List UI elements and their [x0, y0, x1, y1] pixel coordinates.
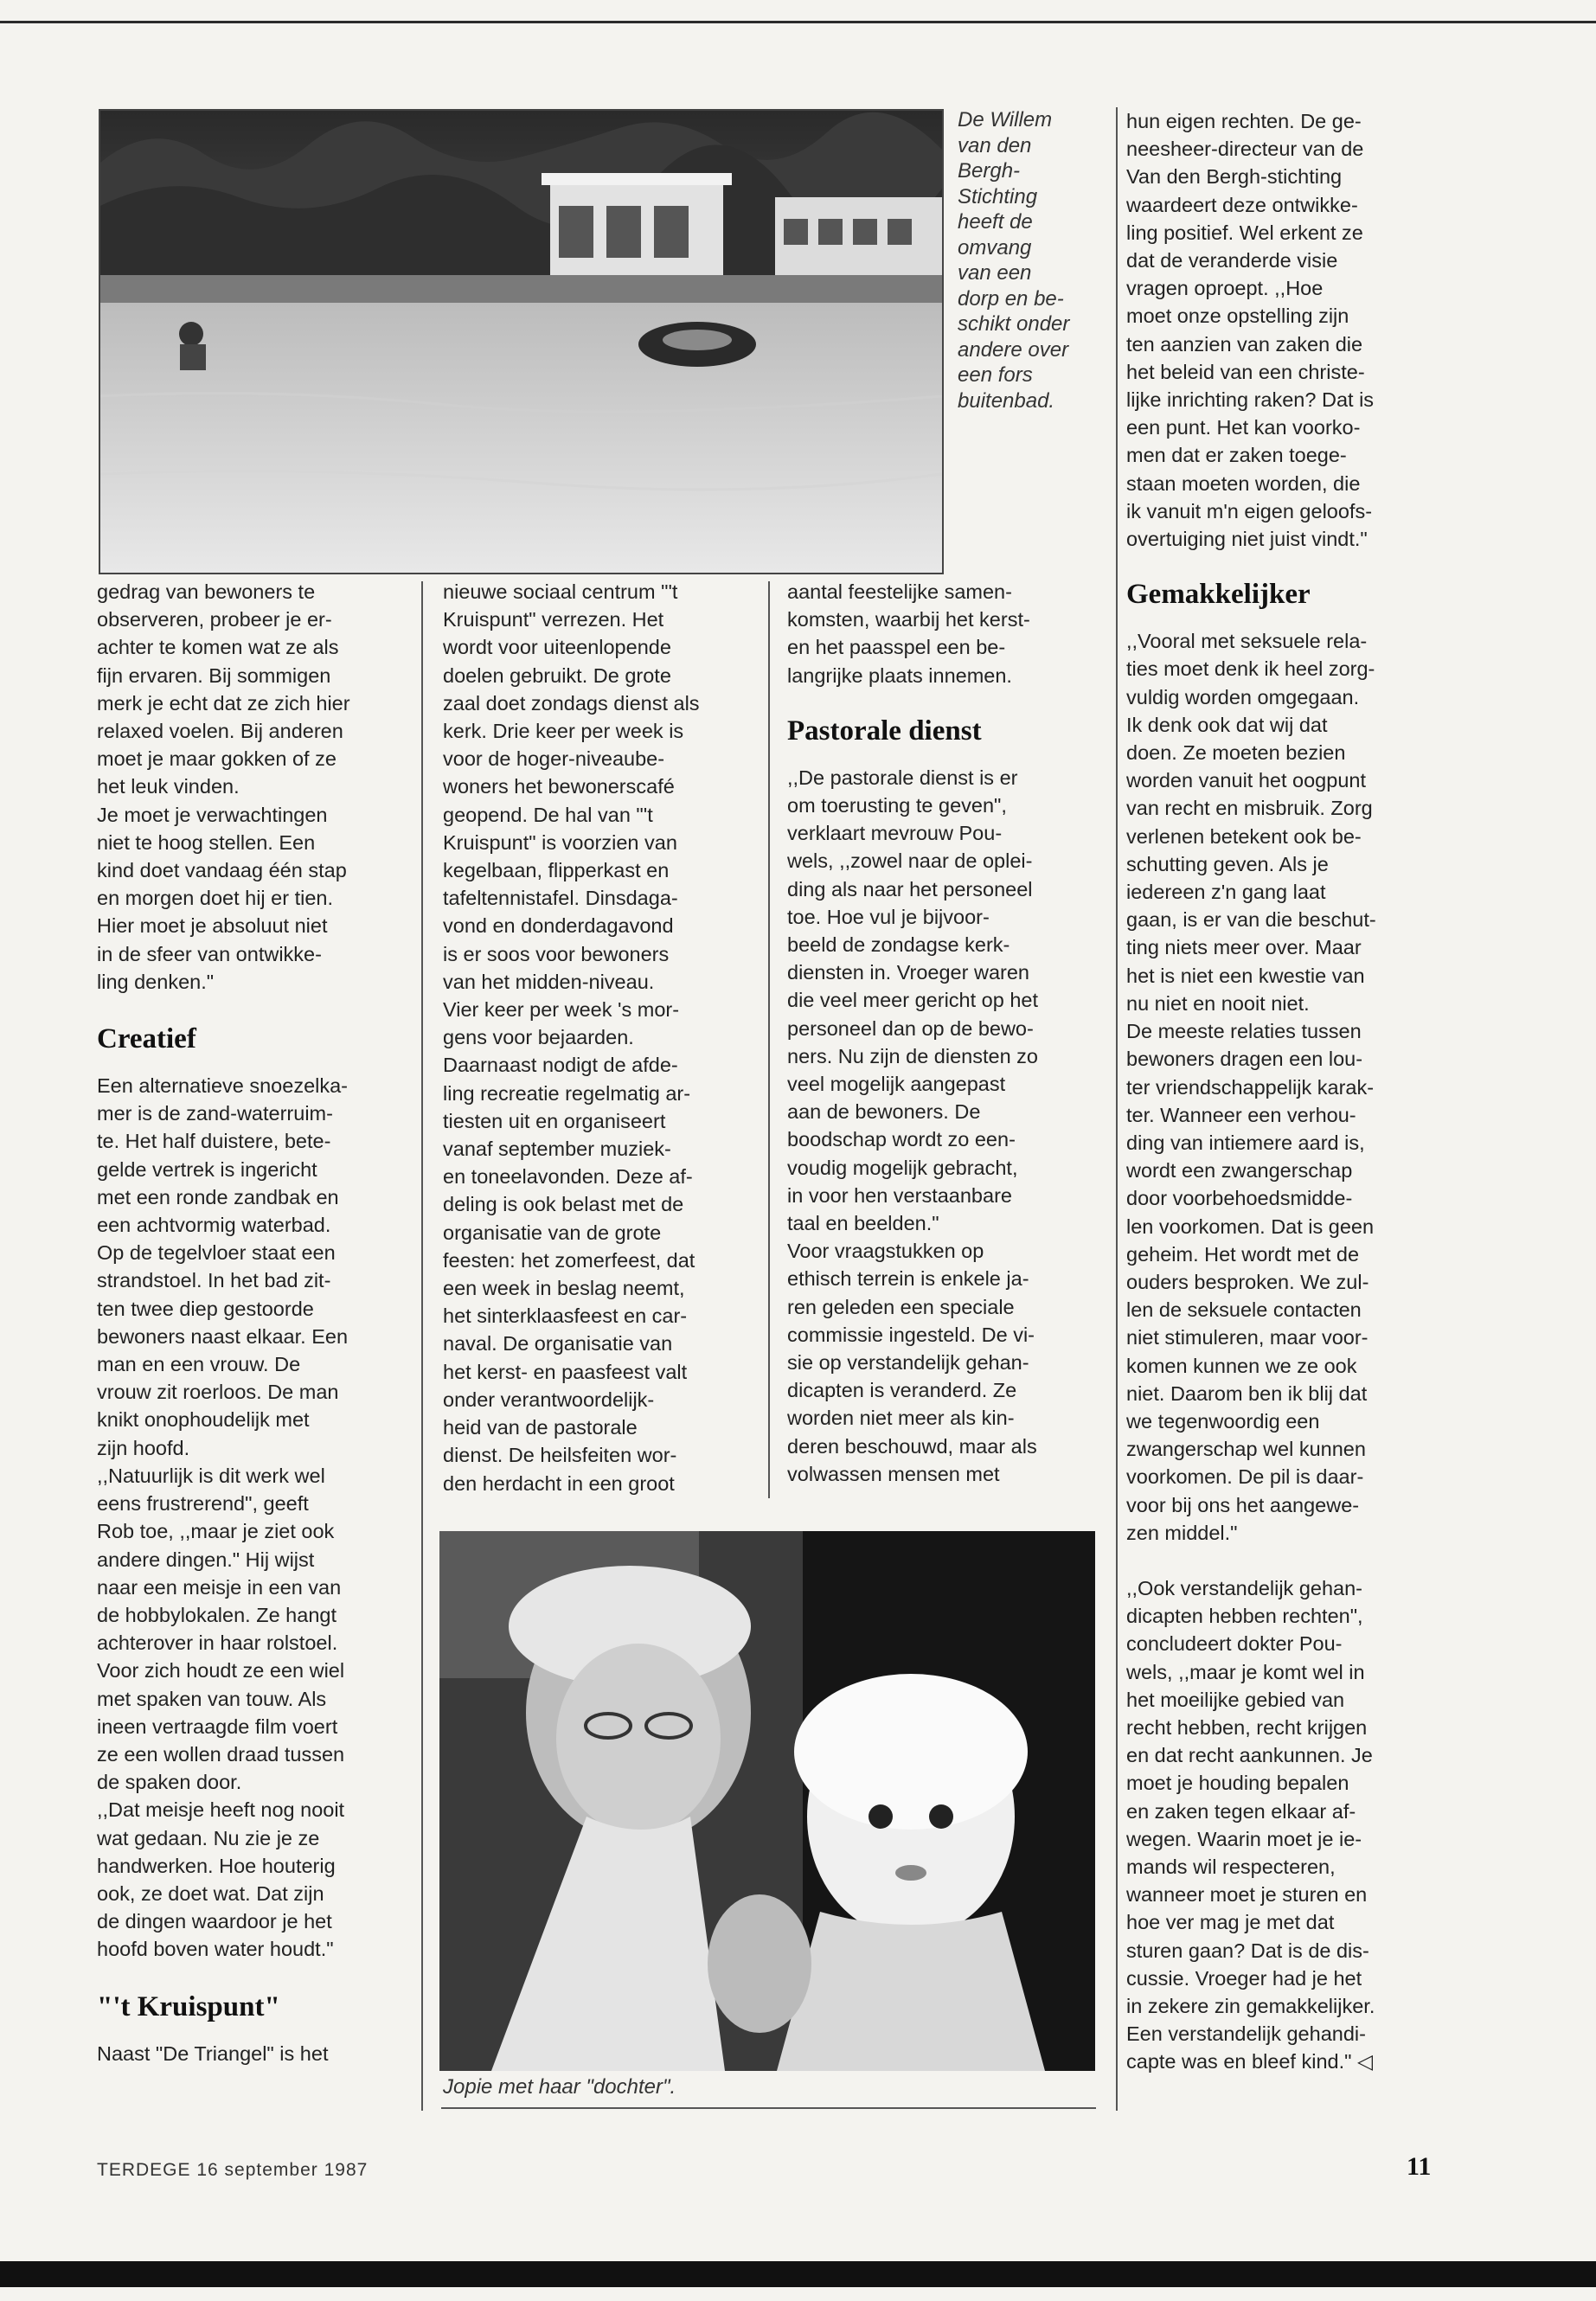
- text-line: Voor vraagstukken op: [787, 1240, 984, 1263]
- caption-line: Stichting: [958, 184, 1038, 208]
- text-line: vanaf september muziek-: [443, 1138, 671, 1161]
- text-line: Ik denk ook dat wij dat: [1126, 713, 1328, 736]
- publication-footer: TERDEGE 16 september 1987: [97, 2160, 369, 2180]
- column-divider: [768, 581, 770, 1498]
- paragraph: [97, 578, 413, 801]
- text-line: doelen gebruikt. De grote: [443, 663, 671, 687]
- text-line: dicapten hebben rechten",: [1126, 1605, 1363, 1628]
- bottom-border-line: [0, 2261, 1596, 2287]
- text-line: ding als naar het personeel: [787, 877, 1033, 901]
- text-line: de spaken door.: [97, 1771, 242, 1794]
- text-line: Je moet je verwachtingen: [97, 803, 328, 826]
- article-column-3: [787, 578, 1107, 1488]
- text-line: mands wil respecteren,: [1126, 1855, 1336, 1878]
- text-line: handwerken. Hoe houterig: [97, 1854, 336, 1877]
- top-border-line: [0, 21, 1596, 23]
- text-line: observeren, probeer je er-: [97, 608, 332, 631]
- text-line: Rob toe, ,,maar je ziet ook: [97, 1520, 335, 1543]
- text-line: aan de bewoners. De: [787, 1100, 981, 1124]
- text-line: mer is de zand-waterruim-: [97, 1102, 333, 1125]
- paragraph: [1126, 627, 1425, 1017]
- page-number: 11: [1407, 2152, 1432, 2181]
- text-line: van het midden-niveau.: [443, 970, 655, 993]
- text-line: ze een wollen draad tussen: [97, 1742, 345, 1766]
- text-line: fijn ervaren. Bij sommigen: [97, 663, 331, 687]
- text-line: worden vanuit het oogpunt: [1126, 769, 1366, 792]
- text-line: vrouw zit roerloos. De man: [97, 1381, 339, 1404]
- text-line: wegen. Waarin moet je ie-: [1126, 1827, 1362, 1850]
- text-line: bewoners dragen een lou-: [1126, 1048, 1363, 1071]
- text-line: boodschap wordt zo een-: [787, 1128, 1016, 1151]
- text-line: toe. Hoe vul je bijvoor-: [787, 905, 990, 928]
- text-line: wordt voor uiteenlopende: [443, 636, 671, 659]
- text-line: voor de hoger-niveaube-: [443, 747, 665, 771]
- text-line: tafeltennistafel. Dinsdaga-: [443, 887, 678, 910]
- text-line: strandstoel. In het bad zit-: [97, 1269, 331, 1292]
- text-line: Kruispunt" verrezen. Het: [443, 608, 664, 631]
- text-line: feesten: het zomerfeest, dat: [443, 1248, 695, 1272]
- text-line: len voorkomen. Dat is geen: [1126, 1215, 1375, 1238]
- text-line: vragen oproept. ,,Hoe: [1126, 277, 1324, 300]
- text-line: len de seksuele contacten: [1126, 1298, 1362, 1322]
- text-line: beeld de zondagse kerk-: [787, 933, 1010, 957]
- text-line: woners het bewonerscafé: [443, 775, 675, 798]
- caption-line: een fors: [958, 363, 1033, 387]
- text-line: ting niets meer over. Maar: [1126, 936, 1362, 959]
- text-line: dicapten is veranderd. Ze: [787, 1379, 1017, 1402]
- text-line: neesheer-directeur van de: [1126, 138, 1364, 161]
- text-line: iedereen z'n gang laat: [1126, 881, 1326, 904]
- text-line: personeel dan op de bewo-: [787, 1016, 1034, 1040]
- text-line: dienst. De heilsfeiten wor-: [443, 1444, 677, 1467]
- text-line: recht hebben, recht krijgen: [1126, 1715, 1368, 1739]
- text-line: ,,Ook verstandelijk gehan-: [1126, 1576, 1363, 1599]
- text-line: staan moeten worden, die: [1126, 471, 1361, 495]
- paragraph: [97, 801, 413, 996]
- text-line: voorkomen. De pil is daar-: [1126, 1465, 1364, 1489]
- text-line: eens frustrerend", geeft: [97, 1492, 309, 1516]
- text-line: nieuwe sociaal centrum "'t: [443, 580, 678, 603]
- text-line: diensten in. Vroeger waren: [787, 961, 1029, 984]
- article-column-2: [443, 578, 763, 1497]
- paragraph: [97, 1072, 413, 1462]
- text-line: schutting geven. Als je: [1126, 852, 1329, 875]
- caption-line: dorp en be-: [958, 286, 1064, 311]
- pool-photo: [99, 109, 944, 574]
- text-line: wat gedaan. Nu zie je ze: [97, 1826, 320, 1849]
- text-line: kind doet vandaag één stap: [97, 859, 347, 882]
- text-line: concludeert dokter Pou-: [1126, 1632, 1343, 1656]
- portrait-photo-image: [439, 1531, 1095, 2071]
- column-divider: [421, 581, 423, 2111]
- text-line: Daarnaast nodigt de afde-: [443, 1054, 678, 1077]
- text-line: sie op verstandelijk gehan-: [787, 1351, 1029, 1375]
- text-line: gens voor bejaarden.: [443, 1026, 634, 1049]
- section-heading-pastorale: Pastorale dienst: [787, 715, 982, 747]
- caption-line: van den: [958, 133, 1032, 157]
- text-line: merk je echt dat ze zich hier: [97, 691, 350, 715]
- text-line: zijn hoofd.: [97, 1436, 190, 1459]
- text-line: Voor zich houdt ze een wiel: [97, 1659, 345, 1682]
- text-line: man en een vrouw. De: [97, 1353, 301, 1376]
- text-line: en zaken tegen elkaar af-: [1126, 1799, 1356, 1823]
- text-line: taal en beelden.": [787, 1212, 939, 1235]
- text-line: worden niet meer als kin-: [787, 1407, 1015, 1430]
- text-line: het kerst- en paasfeest valt: [443, 1360, 688, 1383]
- text-line: relaxed voelen. Bij anderen: [97, 720, 343, 743]
- text-line: moet onze opstelling zijn: [1126, 304, 1349, 328]
- caption-line: buitenbad.: [958, 388, 1055, 413]
- text-line: Een alternatieve snoezelka-: [97, 1074, 349, 1098]
- paragraph: [97, 1796, 413, 1963]
- text-line: een week in beslag neemt,: [443, 1277, 685, 1300]
- text-line: ,,Dat meisje heeft nog nooit: [97, 1798, 345, 1822]
- text-line: zwangerschap wel kunnen: [1126, 1438, 1366, 1461]
- caption-line: De Willem: [958, 108, 1053, 131]
- text-line: overtuiging niet juist vindt.": [1126, 528, 1368, 551]
- text-line: met een ronde zandbak en: [97, 1185, 339, 1208]
- text-line: ten twee diep gestoorde: [97, 1297, 314, 1320]
- text-line: wels, ,,maar je komt wel in: [1126, 1660, 1365, 1683]
- text-line: commissie ingesteld. De vi-: [787, 1323, 1035, 1346]
- text-line: en morgen doet hij er tien.: [97, 887, 334, 910]
- paragraph: [97, 2040, 413, 2067]
- caption-line: van een: [958, 261, 1032, 285]
- text-line: wels, ,,zowel naar de oplei-: [787, 849, 1033, 873]
- text-line: ling recreatie regelmatig ar-: [443, 1081, 691, 1105]
- text-line: moet je houding bepalen: [1126, 1772, 1349, 1795]
- text-line: door voorbehoedsmidde-: [1126, 1187, 1353, 1210]
- caption-line: heeft de: [958, 210, 1033, 234]
- text-line: het moeilijke gebied van: [1126, 1688, 1345, 1711]
- text-line: Een verstandelijk gehandi-: [1126, 2022, 1366, 2046]
- text-line: gaan, is er van die beschut-: [1126, 908, 1376, 932]
- text-line: heid van de pastorale: [443, 1416, 638, 1439]
- text-line: naval. De organisatie van: [443, 1332, 673, 1356]
- text-line: voudig mogelijk gebracht,: [787, 1156, 1018, 1179]
- text-line: langrijke plaats innemen.: [787, 663, 1012, 687]
- text-line: nu niet en nooit niet.: [1126, 991, 1310, 1015]
- text-line: komsten, waarbij het kerst-: [787, 608, 1030, 631]
- text-line: in de sfeer van ontwikke-: [97, 942, 322, 965]
- text-line: zen middel.": [1126, 1521, 1238, 1544]
- text-line: naar een meisje in een van: [97, 1575, 342, 1599]
- text-line: wanneer moet je sturen en: [1126, 1883, 1368, 1907]
- text-line: geheim. Het wordt met de: [1126, 1242, 1360, 1266]
- paragraph: [1126, 1574, 1425, 2076]
- text-line: om toerusting te geven",: [787, 794, 1007, 817]
- text-line: capte was en bleef kind." ◁: [1126, 2050, 1374, 2073]
- text-line: bewoners naast elkaar. Een: [97, 1324, 349, 1348]
- text-line: Op de tegelvloer staat een: [97, 1241, 336, 1265]
- paragraph: [1126, 1017, 1425, 1547]
- text-line: waardeert deze ontwikke-: [1126, 193, 1358, 216]
- text-line: sturen gaan? Dat is de dis-: [1126, 1939, 1369, 1962]
- text-line: knikt onophoudelijk met: [97, 1408, 310, 1432]
- caption-rule: [441, 2107, 1096, 2109]
- text-line: ter. Wanneer een verhou-: [1126, 1103, 1356, 1126]
- column-divider: [1116, 107, 1118, 2111]
- text-line: moet je maar gokken of ze: [97, 747, 337, 771]
- text-line: deling is ook belast met de: [443, 1193, 684, 1216]
- text-line: het leuk vinden.: [97, 775, 240, 798]
- text-line: ren geleden een speciale: [787, 1295, 1015, 1318]
- text-line: achterover in haar rolstoel.: [97, 1631, 338, 1655]
- article-column-1: [97, 578, 413, 2067]
- text-line: gedrag van bewoners te: [97, 580, 316, 603]
- text-line: in zekere zin gemakkelijker.: [1126, 1995, 1375, 2017]
- text-line: kegelbaan, flipperkast en: [443, 859, 670, 882]
- text-line: cussie. Vroeger had je het: [1126, 1966, 1362, 1990]
- text-line: ook, ze doet wat. Dat zijn: [97, 1881, 324, 1905]
- text-line: volwassen mensen met: [787, 1462, 1000, 1485]
- text-line: voor bij ons het aangewe-: [1126, 1493, 1360, 1516]
- caption-line: Bergh-: [958, 159, 1021, 183]
- text-line: dat de veranderde visie: [1126, 249, 1338, 272]
- text-line: Vier keer per week 's mor-: [443, 998, 680, 1022]
- text-line: ten aanzien van zaken die: [1126, 332, 1363, 356]
- text-line: de dingen waardoor je het: [97, 1910, 332, 1933]
- text-line: is er soos voor bewoners: [443, 942, 670, 965]
- caption-line: andere over: [958, 337, 1069, 362]
- text-line: zaal doet zondags dienst als: [443, 691, 700, 715]
- text-line: die veel meer gericht op het: [787, 989, 1038, 1012]
- text-line: niet stimuleren, maar voor-: [1126, 1326, 1368, 1349]
- section-heading-gemakkelijker: Gemakkelijker: [1126, 579, 1311, 611]
- paragraph: [443, 578, 763, 1497]
- text-line: ineen vertraagde film voert: [97, 1715, 338, 1738]
- section-heading-kruispunt: "'t Kruispunt": [97, 1990, 280, 2022]
- pool-photo-caption: [958, 107, 1105, 413]
- text-line: ethisch terrein is enkele ja-: [787, 1267, 1029, 1291]
- paragraph: [787, 578, 1107, 689]
- text-line: niet te hoog stellen. Een: [97, 830, 316, 854]
- text-line: we tegenwoordig een: [1126, 1409, 1320, 1433]
- text-line: en dat recht aankunnen. Je: [1126, 1744, 1373, 1767]
- text-line: hoe ver mag je met dat: [1126, 1911, 1335, 1934]
- text-line: een achtvormig waterbad.: [97, 1214, 331, 1237]
- text-line: ties moet denk ik heel zorg-: [1126, 657, 1375, 681]
- text-line: wordt een zwangerschap: [1126, 1159, 1353, 1183]
- text-line: gelde vertrek is ingericht: [97, 1157, 317, 1181]
- text-line: vuldig worden omgegaan.: [1126, 685, 1360, 708]
- paragraph: [787, 764, 1107, 1237]
- text-line: van recht en misbruik. Zorg: [1126, 797, 1373, 820]
- article-column-4: [1126, 107, 1425, 2076]
- text-line: doen. Ze moeten bezien: [1126, 741, 1346, 765]
- section-heading-creatief: Creatief: [97, 1023, 196, 1055]
- text-line: tiesten uit en organiseert: [443, 1109, 666, 1132]
- text-line: vond en donderdagavond: [443, 914, 674, 938]
- text-line: onder verantwoordelijk-: [443, 1388, 655, 1411]
- text-line: de hobbylokalen. Ze hangt: [97, 1603, 337, 1626]
- text-line: men dat er zaken toege-: [1126, 444, 1347, 467]
- text-line: een punt. Het kan voorko-: [1126, 416, 1361, 439]
- text-line: met spaken van touw. Als: [97, 1687, 327, 1710]
- text-line: en het paasspel een be-: [787, 636, 1006, 659]
- text-line: het beleid van een christe-: [1126, 360, 1365, 383]
- text-line: aantal feestelijke samen-: [787, 580, 1012, 603]
- text-line: veel mogelijk aangepast: [787, 1073, 1006, 1096]
- portrait-photo-caption: Jopie met haar "dochter".: [443, 2075, 676, 2099]
- text-line: en toneelavonden. Deze af-: [443, 1165, 693, 1189]
- paragraph: [1126, 107, 1425, 553]
- text-line: andere dingen." Hij wijst: [97, 1548, 315, 1571]
- text-line: ,,Vooral met seksuele rela-: [1126, 630, 1368, 653]
- text-line: ling positief. Wel erkent ze: [1126, 221, 1363, 244]
- paragraph: [97, 1462, 413, 1796]
- text-line: Kruispunt" is voorzien van: [443, 830, 677, 854]
- text-line: organisatie van de grote: [443, 1221, 662, 1244]
- text-line: den herdacht in een groot: [443, 1471, 675, 1495]
- caption-line: omvang: [958, 235, 1032, 260]
- text-line: ,,Natuurlijk is dit werk wel: [97, 1464, 325, 1487]
- text-line: Naast "De Triangel" is het: [97, 2041, 329, 2065]
- text-line: het sinterklaasfeest en car-: [443, 1304, 688, 1328]
- text-line: hoofd boven water houdt.": [97, 1938, 334, 1961]
- text-line: het is niet een kwestie van: [1126, 964, 1365, 987]
- text-line: ik vanuit m'n eigen geloofs-: [1126, 499, 1373, 522]
- text-line: De meeste relaties tussen: [1126, 1020, 1362, 1043]
- text-line: hun eigen rechten. De ge-: [1126, 110, 1362, 132]
- caption-line: schikt onder: [958, 312, 1070, 336]
- pool-photo-image: [100, 111, 942, 573]
- text-line: ling denken.": [97, 970, 215, 993]
- text-line: komen kunnen we ze ook: [1126, 1354, 1357, 1377]
- text-line: deren beschouwd, maar als: [787, 1434, 1037, 1458]
- text-line: in voor hen verstaanbare: [787, 1183, 1012, 1207]
- text-line: ding van intiemere aard is,: [1126, 1131, 1365, 1154]
- paragraph-gap: [1126, 1547, 1425, 1574]
- text-line: kerk. Drie keer per week is: [443, 720, 684, 743]
- paragraph: [787, 1237, 1107, 1488]
- text-line: te. Het half duistere, bete-: [97, 1130, 331, 1153]
- text-line: lijke inrichting raken? Dat is: [1126, 388, 1375, 412]
- text-line: verlenen betekent ook be-: [1126, 824, 1362, 848]
- text-line: achter te komen wat ze als: [97, 636, 339, 659]
- text-line: ter vriendschappelijk karak-: [1126, 1075, 1375, 1099]
- text-line: ouders besproken. We zul-: [1126, 1270, 1369, 1293]
- portrait-photo: [439, 1531, 1095, 2071]
- text-line: Van den Bergh-stichting: [1126, 165, 1343, 189]
- text-line: ners. Nu zijn de diensten zo: [787, 1044, 1038, 1067]
- text-line: ,,De pastorale dienst is er: [787, 766, 1018, 789]
- text-line: niet. Daarom ben ik blij dat: [1126, 1381, 1368, 1405]
- text-line: Hier moet je absoluut niet: [97, 914, 328, 938]
- text-line: verklaart mevrouw Pou-: [787, 822, 1003, 845]
- text-line: geopend. De hal van "'t: [443, 803, 653, 826]
